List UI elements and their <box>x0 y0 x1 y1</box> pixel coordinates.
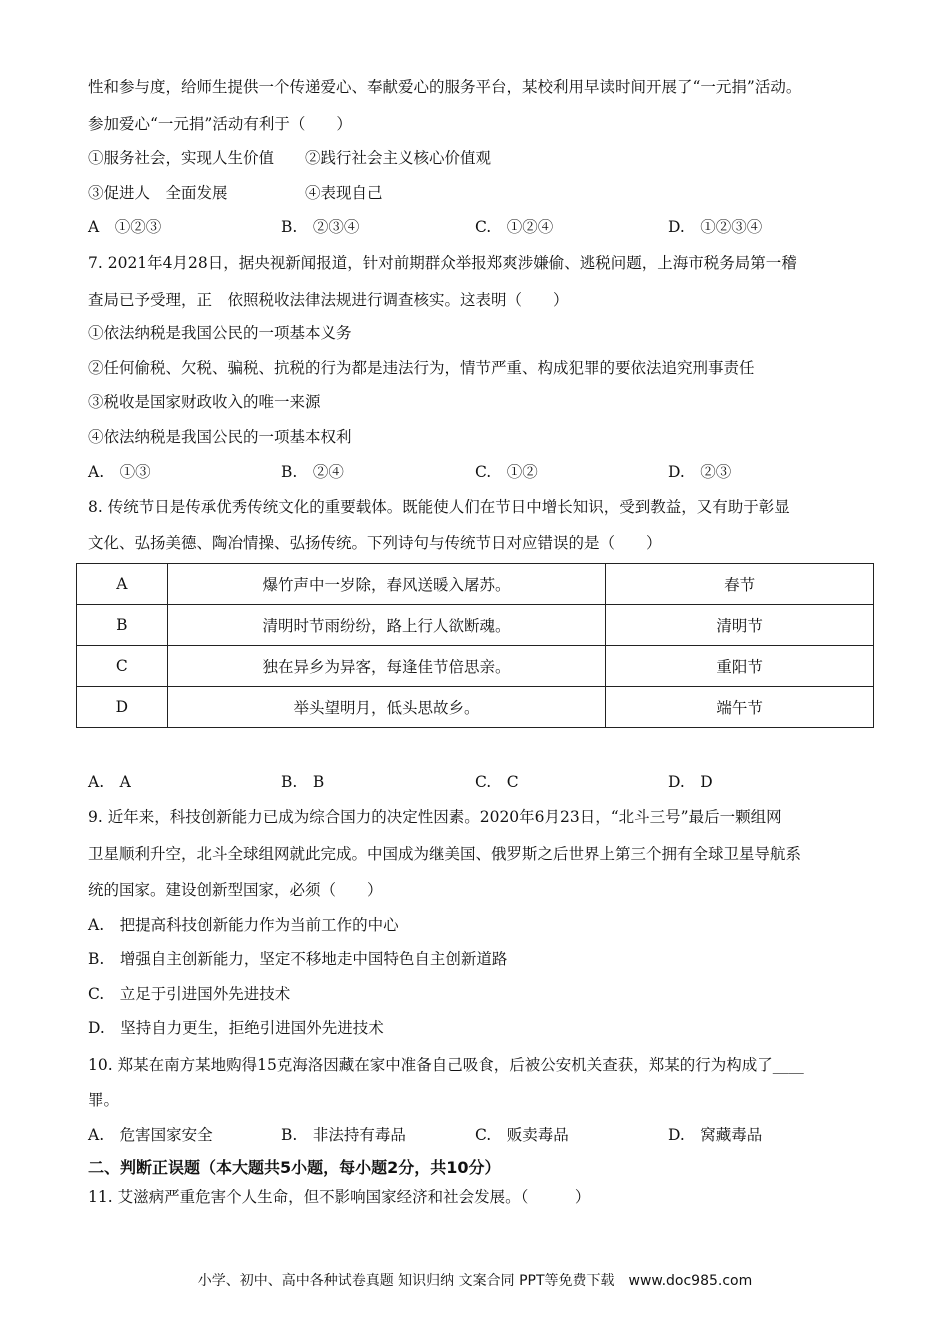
q8-option-c: C. C <box>475 773 519 791</box>
q7-options <box>88 462 868 482</box>
page-footer: 小学、初中、高中各种试卷真题 知识归纳 文案合同 PPT等免费下载 www.doc985.com <box>197 1273 753 1289</box>
table-cell-label: B <box>77 605 168 646</box>
q7-line-1: 7. 2021年4月28日，据央视新闻报道，针对前期群众举报郑爽涉嫌偷、逃税问题，上海市税务局第一稽 <box>88 254 797 272</box>
q8-option-d: D. D <box>668 773 713 791</box>
q11-line: 11. 艾滋病严重危害个人生命，但不影响国家经济和社会发展。（ ） <box>88 1188 591 1206</box>
q7-item-2: ②任何偷税、欠税、骗税、抗税的行为都是违法行为，情节严重、构成犯罪的要依法追究刑事责任 <box>88 359 755 377</box>
q7-item-4: ④依法纳税是我国公民的一项基本权利 <box>88 428 352 446</box>
table-cell-label: A <box>77 564 168 605</box>
q6-options <box>88 217 868 237</box>
table-cell-festival: 重阳节 <box>606 646 874 687</box>
table-cell-poem: 独在异乡为异客，每逢佳节倍思亲。 <box>167 646 606 687</box>
q9-option-c: C. 立足于引进国外先进技术 <box>88 985 291 1003</box>
q9-option-d: D. 坚持自力更生，拒绝引进国外先进技术 <box>88 1019 384 1037</box>
q7-item-3: ③税收是国家财政收入的唯一来源 <box>88 393 321 411</box>
q8-option-b: B. B <box>281 773 325 791</box>
q7-option-b: B. ②④ <box>281 463 344 481</box>
q7-option-a: A. ①③ <box>88 463 151 481</box>
section-heading: 二、判断正误题（本大题共5小题，每小题2分，共10分） <box>88 1158 501 1177</box>
q10-line-1: 10. 郑某在南方某地购得15克海洛因藏在家中准备自己吸食，后被公安机关查获，郑某的行为构成了____ <box>88 1056 804 1074</box>
q10-line-2: 罪。 <box>88 1091 120 1109</box>
table-row <box>77 646 874 687</box>
q10-option-b: B. 非法持有毒品 <box>281 1126 406 1144</box>
q10-option-a: A. 危害国家安全 <box>88 1126 213 1144</box>
q9-line-2: 卫星顺利升空，北斗全球组网就此完成。中国成为继美国、俄罗斯之后世界上第三个拥有全球卫星导航系 <box>88 845 802 863</box>
q6-stem: 参加爱心“一元捐”活动有利于（ ） <box>88 115 352 133</box>
q8-option-a: A. A <box>88 773 131 791</box>
table-row <box>77 605 874 646</box>
q9-option-b: B. 增强自主创新能力，坚定不移地走中国特色自主创新道路 <box>88 950 508 968</box>
q6-item-1-2: ①服务社会，实现人生价值 ②践行社会主义核心价值观 <box>88 149 492 167</box>
q7-item-1: ①依法纳税是我国公民的一项基本义务 <box>88 324 352 342</box>
q8-line-1: 8. 传统节日是传承优秀传统文化的重要载体。既能使人们在节日中增长知识，受到教益，又有助于彰显 <box>88 498 790 516</box>
table-row <box>77 687 874 728</box>
table-cell-label: C <box>77 646 168 687</box>
q10-option-c: C. 贩卖毒品 <box>475 1126 569 1144</box>
q9-line-1: 9. 近年来，科技创新能力已成为综合国力的决定性因素。2020年6月23日，“北斗三号”最后一颗组网 <box>88 808 782 826</box>
q10-options <box>88 1125 868 1145</box>
table-cell-poem: 爆竹声中一岁除，春风送暖入屠苏。 <box>167 564 606 605</box>
q6-option-d: D. ①②③④ <box>668 218 763 236</box>
q6-option-b: B. ②③④ <box>281 218 360 236</box>
q6-intro-line: 性和参与度，给师生提供一个传递爱心、奉献爱心的服务平台，某校利用早读时间开展了“一元捐”活动。 <box>88 78 802 96</box>
table-cell-poem: 清明时节雨纷纷，路上行人欲断魂。 <box>167 605 606 646</box>
q9-line-3: 统的国家。建设创新型国家，必须（ ） <box>88 881 383 899</box>
q8-options <box>88 772 868 792</box>
q9-option-a: A. 把提高科技创新能力作为当前工作的中心 <box>88 916 399 934</box>
q8-table <box>76 563 874 728</box>
q6-option-a: A ①②③ <box>88 218 162 236</box>
q6-item-3-4: ③促进人 全面发展 ④表现自己 <box>88 184 383 202</box>
q7-option-c: C. ①② <box>475 463 538 481</box>
table-cell-label: D <box>77 687 168 728</box>
q7-line-2: 查局已予受理，正 依照税收法律法规进行调查核实。这表明（ ） <box>88 291 569 309</box>
table-cell-festival: 清明节 <box>606 605 874 646</box>
table-row <box>77 564 874 605</box>
table-cell-festival: 春节 <box>606 564 874 605</box>
q10-option-d: D. 窝藏毒品 <box>668 1126 763 1144</box>
table-cell-poem: 举头望明月，低头思故乡。 <box>167 687 606 728</box>
q8-line-2: 文化、弘扬美德、陶冶情操、弘扬传统。下列诗句与传统节日对应错误的是（ ） <box>88 534 662 552</box>
q6-option-c: C. ①②④ <box>475 218 554 236</box>
table-cell-festival: 端午节 <box>606 687 874 728</box>
q7-option-d: D. ②③ <box>668 463 732 481</box>
